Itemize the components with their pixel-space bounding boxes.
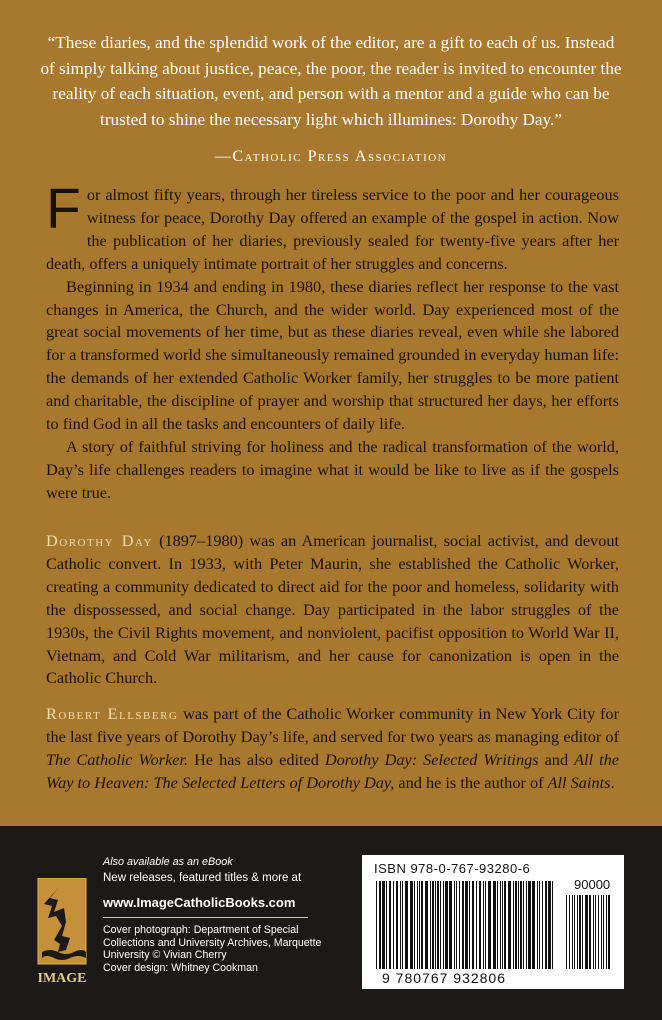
barcode-bar — [500, 881, 501, 969]
barcode-bar — [548, 881, 551, 969]
author-name: Dorothy Day — [46, 531, 153, 550]
barcode-bar — [520, 881, 522, 969]
barcode-bar — [459, 881, 460, 969]
photo-credit: Cover photograph: Department of Special Collections and University Archives, Marquette University © Vivian Cherry — [103, 924, 322, 962]
divider — [103, 917, 308, 918]
barcode-bar — [595, 895, 596, 969]
image-publisher-logo — [36, 878, 88, 988]
barcode-bar — [504, 881, 506, 969]
editor-bio-text-2: He has also edited — [188, 749, 325, 769]
title-catholic-worker: The Catholic Worker. — [46, 749, 189, 769]
barcode-bar — [376, 881, 377, 969]
barcode-bar — [552, 881, 553, 969]
barcode-bar — [425, 881, 428, 969]
barcode-bar — [454, 881, 455, 969]
barcode-bar — [410, 881, 413, 969]
barcode-bar — [574, 895, 575, 969]
barcode-bar — [389, 881, 391, 969]
barcode-bar — [435, 881, 436, 969]
barcode-bar — [589, 895, 591, 969]
author-bio-text: (1897–1980) was an American journalist, social activist, and devout Catholic convert. In 1933, with Peter Maurin, she established the Catholic Worker, creating a community dedicated to direct aid for the poor and homeless, solidarity with the dispossessed, and social change. Day participated in the labor struggles of the 1930s, the Civil Rights movement, and nonviolent, pacifist opposition to World War II, Vietnam, and Cold War militarism, and her cause for canonization is open in the Catholic Church. — [46, 531, 619, 688]
barcode-bar — [537, 881, 538, 969]
barcode-bar — [598, 895, 599, 969]
barcode-bar — [402, 881, 403, 969]
barcode-bar — [539, 881, 540, 969]
barcode-bar — [528, 881, 531, 969]
barcode-bar — [502, 881, 503, 969]
barcode-bar — [532, 881, 535, 969]
barcode-bar — [572, 895, 573, 969]
editor-bio-text-1: was part of the Catholic Worker community in New York City for the last five years of Dorothy Day’s life, and served for two years as managing editor of — [46, 704, 619, 746]
barcode-bar — [513, 881, 514, 969]
barcode-bar — [396, 881, 398, 969]
barcode-bar — [566, 895, 567, 969]
barcode-bar — [472, 881, 474, 969]
barcode-bar — [526, 881, 527, 969]
barcode-bar — [432, 881, 434, 969]
publisher-url[interactable]: www.ImageCatholicBooks.com — [103, 895, 296, 910]
barcode-bar — [508, 881, 511, 969]
barcode-bar — [593, 895, 594, 969]
barcode-bar — [414, 881, 415, 969]
barcode-bar — [440, 881, 441, 969]
barcode-bar — [488, 881, 491, 969]
editor-name: Robert Ellsberg — [46, 704, 179, 723]
barcode-bar — [523, 881, 524, 969]
barcode-bar — [518, 881, 519, 969]
barcode-bar — [393, 881, 394, 969]
barcode-bar — [417, 881, 418, 969]
barcode-bar — [400, 881, 401, 969]
price-code: 90000 — [574, 877, 611, 892]
design-credit: Cover design: Whitney Cookman — [103, 961, 258, 974]
barcode-bar — [379, 881, 381, 969]
title-all-saints: All Saints — [547, 772, 611, 792]
barcode-bar — [386, 881, 387, 969]
barcode-bar — [430, 881, 431, 969]
barcode-bar — [445, 881, 448, 969]
title-all-the-way-to-heaven: All the Way to Heaven: The Selected Letters of Dorothy Day, — [46, 749, 620, 792]
barcode-bar — [515, 881, 517, 969]
barcode-bar — [545, 881, 547, 969]
blurb-text-1: or almost fifty years, through her tireless service to the poor and her courageous witness for peace, Dorothy Day offered an example of the gospel in action. Now the publication of her diaries, previously sealed for twenty-five years after her death, offers a uniquely intimate portrait of her struggles and concerns. — [46, 185, 619, 273]
barcode-bar — [569, 895, 570, 969]
barcode-bar — [382, 881, 385, 969]
editor-bio-text-4: and he is the author of — [394, 772, 548, 792]
isbn-number: ISBN 978-0-767-93280-6 — [374, 861, 531, 876]
imprint-info — [103, 856, 323, 974]
barcode-bar — [577, 895, 578, 969]
barcode-bar — [601, 895, 602, 969]
barcode-bar — [443, 881, 444, 969]
barcode-digits: 9 780767 932806 — [382, 970, 506, 986]
barcode-bar — [483, 881, 484, 969]
barcode-bar — [419, 881, 420, 969]
editor-bio-text-3: and — [538, 749, 575, 769]
blurb-paragraph-3: A story of faithful striving for holiness and the radical transformation of the world, Day’s life challenges readers to imagine what it would be like to live as if the gospels were true. — [46, 436, 619, 502]
blurb-paragraph-2: Beginning in 1934 and ending in 1980, these diaries reflect her response to the vast changes in America, the Church, and the wider world. Day experienced most of the great social movements of her time, but as these diaries reveal, even while she labored for a transformed world she simultaneously remained grounded in everyday human life: the demands of her extended Catholic Worker family, her struggles to be more patient and charitable, the discipline of prayer and worship that structured her days, her efforts to find God in all the tasks and encounters of daily life. — [46, 276, 619, 434]
editor-bio-text-5: . — [610, 772, 615, 792]
barcode-bar — [497, 881, 498, 969]
ean-barcode — [376, 881, 556, 973]
blurb-paragraph-1 — [46, 177, 619, 276]
barcode-bar — [582, 895, 583, 969]
back-cover-footer — [0, 826, 662, 1020]
addon-barcode — [566, 895, 614, 973]
barcode-bar — [542, 881, 543, 969]
barcode-bar — [462, 881, 464, 969]
logo-text: IMAGE — [37, 971, 87, 986]
barcode-bar — [579, 895, 581, 969]
title-selected-writings: Dorothy Day: Selected Writings — [324, 749, 539, 769]
quote-attribution: —Catholic Press Association — [214, 148, 448, 165]
ebook-note: Also available as an eBook — [103, 856, 233, 868]
drop-cap: F — [46, 177, 81, 241]
barcode-bar — [485, 881, 486, 969]
newsletter-note: New releases, featured titles & more at — [103, 872, 302, 884]
barcode-bar — [476, 881, 477, 969]
barcode-bar — [437, 881, 439, 969]
barcode-bar — [479, 881, 481, 969]
description-blurb — [46, 177, 619, 505]
barcode-bar — [405, 881, 408, 969]
barcode-bar — [449, 881, 452, 969]
barcode-bar — [469, 881, 470, 969]
isbn-barcode-box — [362, 855, 624, 989]
barcode-bar — [608, 895, 610, 969]
barcode-bar — [465, 881, 468, 969]
barcode-bar — [606, 895, 607, 969]
barcode-bar — [603, 895, 604, 969]
barcode-bar — [456, 881, 457, 969]
endorsement-quote: “These diaries, and the splendid work of the editor, are a gift to each of us. Instead of simply talking about justice, peace, the poor, the reader is invited to encounter the reality of each situation, event, and person with a mentor and a guide who can be trusted to shine the necessary light which illumines: Dorothy Day.” — [40, 33, 622, 129]
author-bio-dorothy-day — [46, 530, 619, 690]
barcode-bar — [421, 881, 423, 969]
editor-bio-robert-ellsberg — [46, 703, 619, 795]
barcode-bar — [585, 895, 588, 969]
barcode-bar — [493, 881, 496, 969]
